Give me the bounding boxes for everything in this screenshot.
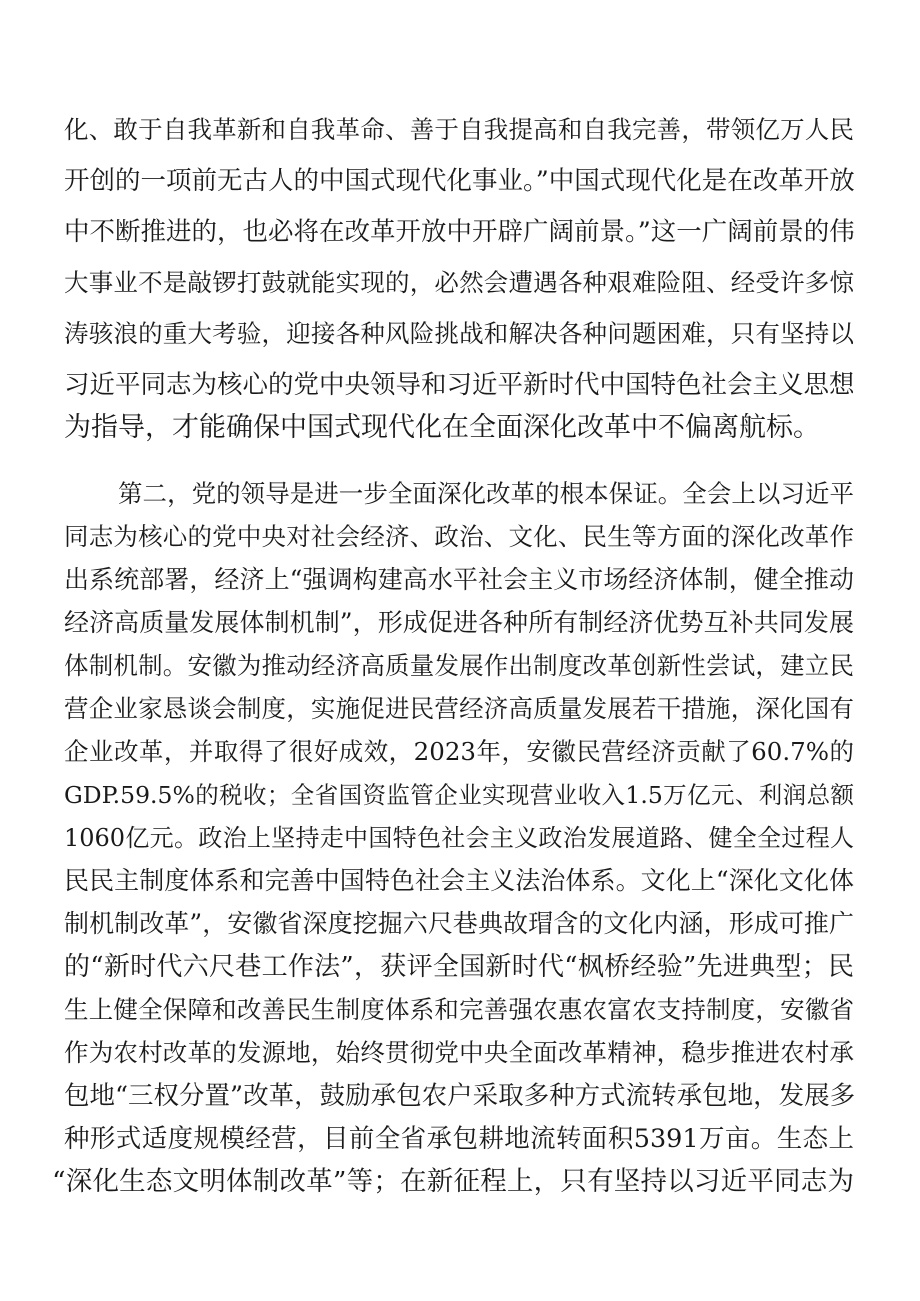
- text-line: 开创的一项前无古人的中国式现代化事业。”中国式现代化是在改革开放: [64, 166, 855, 196]
- text-line: GDP.59.5%的税收；全省国资监管企业实现营业收入1.5万亿元、利润总额: [64, 781, 854, 809]
- text-line: 习近平同志为核心的党中央领导和习近平新时代中国特色社会主义思想: [64, 370, 855, 400]
- text-line: 为指导，才能确保中国式现代化在全面深化改革中不偏离航标。: [64, 412, 820, 443]
- text-line: “深化生态文明体制改革”等；在新征程上，只有坚持以习近平同志为: [52, 1166, 854, 1197]
- text-line: 制机制改革”，安徽省深度挖掘六尺巷典故瑁含的文化内涵，形成可推广: [64, 909, 854, 938]
- text-line: 生上健全保障和改善民生制度体系和完善强农惠农富农支持制度，安徽省: [64, 995, 854, 1024]
- text-line: 涛骇浪的重大考验，迎接各种风险挑战和解决各种问题困难，只有坚持以: [64, 319, 854, 348]
- text-line: 经济高质量发展体制机制”，形成促进各种所有制经济优势互补共同发展: [64, 608, 854, 637]
- text-line: 同志为核心的党中央对社会经济、政治、文化、民生等方面的深化改革作: [64, 522, 854, 551]
- text-line: 体制机制。安徽为推动经济高质量发展作出制度改革创新性尝试，建立民: [64, 651, 854, 680]
- text-line: 包地“三权分置”改革，鼓励承包农户采取多种方式流转承包地，发展多: [64, 1081, 856, 1111]
- text-line: 种形式适度规模经营，目前全省承包耕地流转面积5391万亩。生态上: [64, 1124, 854, 1154]
- text-line: 1060亿元。政治上坚持走中国特色社会主义政治发展道路、健全全过程人: [64, 824, 854, 852]
- text-line: 第二，党的领导是进一步全面深化改革的根本保证。全会上以习近平: [118, 479, 854, 508]
- text-line: 作为农村改革的发源地，始终贯彻党中央全面改革精神，稳步推进农村承: [64, 1038, 854, 1067]
- text-line: 大事业不是敲锣打鼓就能实现的，必然会遭遇各种艰难险阻、经受许多惊: [64, 268, 854, 297]
- text-line: 民民主制度体系和完善中国特色社会主义法治体系。文化上“深化文化体: [64, 866, 854, 895]
- text-line: 化、敢于自我革新和自我革命、善于自我提高和自我完善，带领亿万人民: [64, 115, 854, 144]
- text-line: 的“新时代六尺巷工作法”，获评全国新时代“枫桥经验”先进典型；民: [64, 952, 854, 982]
- text-line: 企业改革，并取得了很好成效，2023年，安徽民营经济贡献了60.7%的: [64, 737, 854, 766]
- text-line: 中不断推进的，也必将在改革开放中开辟广阔前景。”这一广阔前景的伟: [64, 217, 855, 247]
- text-line: 出系统部署，经济上“强调构建高水平社会主义市场经济体制，健全推动: [64, 565, 854, 594]
- text-line: 营企业家恳谈会制度，实施促进民营经济高质量发展若干措施，深化国有: [64, 694, 854, 723]
